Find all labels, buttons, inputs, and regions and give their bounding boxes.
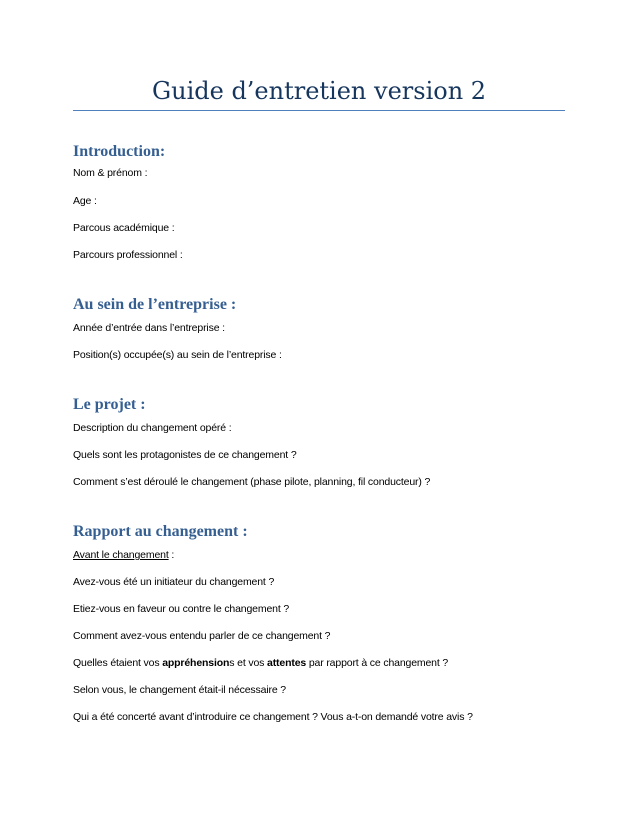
document-title: Guide d’entretien version 2: [151, 77, 487, 105]
heading-introduction: Introduction:: [73, 143, 166, 160]
heading-rapport-changement: Rapport au changement :: [73, 523, 248, 540]
question-entendu-parler: Comment avez-vous entendu parler de ce changement ?: [73, 630, 331, 642]
title-underline: [73, 110, 565, 111]
question-protagonistes: Quels sont les protagonistes de ce changement ?: [73, 449, 297, 461]
question-deroulement: Comment s’est déroulé le changement (phase pilote, planning, fil conducteur) ?: [73, 476, 431, 488]
heading-entreprise: Au sein de l’entreprise :: [73, 296, 237, 313]
attentes-bold: attentes: [267, 657, 307, 669]
question-concertation: Qui a été concerté avant d’introduire ce changement ? Vous a-t-on demandé votre avis ?: [73, 711, 473, 723]
field-parcours-professionnel: Parcours professionnel :: [73, 249, 183, 261]
apprehension-mid: s et vos: [229, 657, 268, 669]
apprehension-bold: appréhension: [162, 657, 230, 669]
question-apprehensions-attentes: [73, 656, 448, 670]
field-annee-entree: Année d’entrée dans l’entreprise :: [73, 322, 225, 334]
apprehension-prefix: Quelles étaient vos: [73, 657, 163, 669]
field-parcours-academique: Parcous académique :: [73, 222, 175, 234]
question-initiateur: Avez-vous été un initiateur du changement ?: [73, 576, 275, 588]
field-positions-occupees: Position(s) occupée(s) au sein de l’entreprise :: [73, 349, 282, 361]
field-age: Age :: [73, 195, 97, 207]
avant-changement-suffix: :: [168, 549, 175, 561]
field-nom-prenom: Nom & prénom :: [73, 167, 148, 179]
apprehension-suffix: par rapport à ce changement ?: [306, 657, 449, 669]
question-description-changement: Description du changement opéré :: [73, 422, 232, 434]
subheading-avant-changement: [73, 548, 174, 562]
avant-changement-label: Avant le changement: [73, 549, 169, 561]
question-necessaire: Selon vous, le changement était-il nécessaire ?: [73, 684, 286, 696]
heading-projet: Le projet :: [73, 396, 146, 413]
question-faveur-contre: Etiez-vous en faveur ou contre le changement ?: [73, 603, 290, 615]
